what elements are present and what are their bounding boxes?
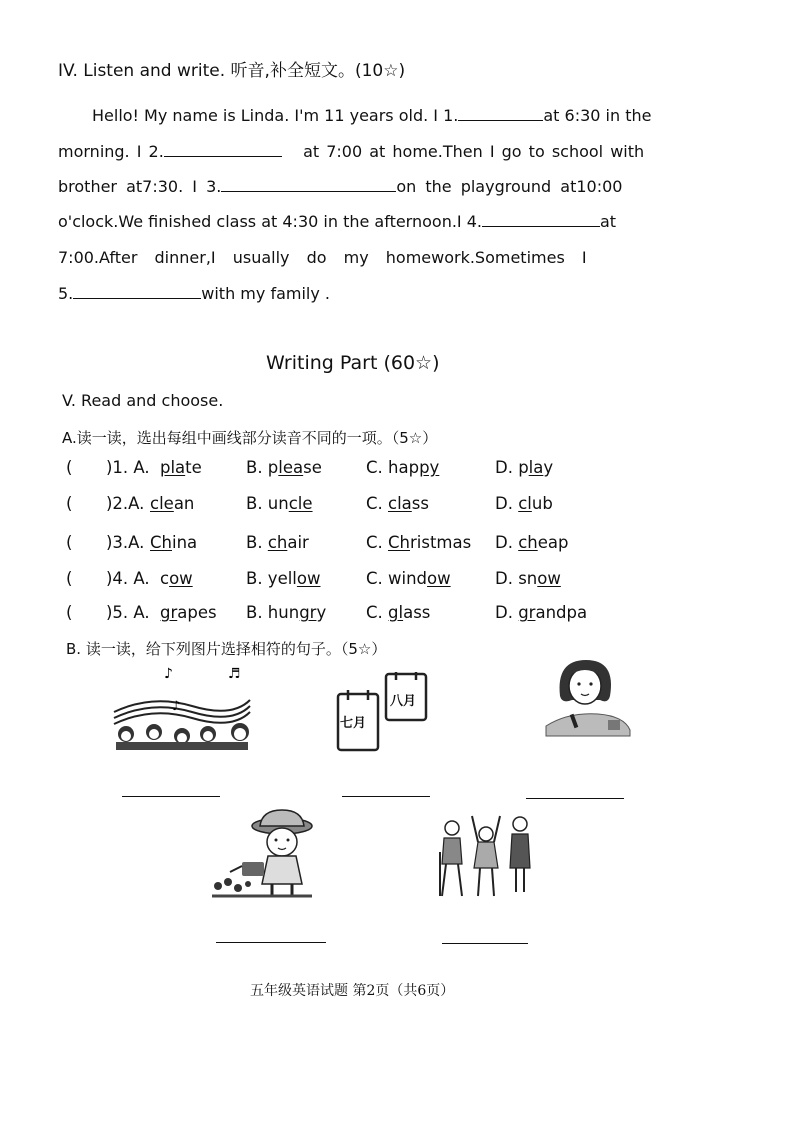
option-c	[366, 533, 471, 552]
option-b	[246, 569, 321, 588]
question-number: )1. A.	[106, 458, 150, 477]
option-text: C. hap	[366, 458, 420, 477]
passage-text: morning. I 2.	[58, 142, 164, 161]
underlined-letters: cl	[518, 494, 532, 513]
picture-answer-line-4[interactable]	[216, 942, 326, 943]
question-number: )5. A.	[106, 603, 150, 622]
underlined-letters: gr	[160, 603, 178, 622]
underlined-letters: lea	[278, 458, 304, 477]
option-b	[246, 533, 309, 552]
underlined-letters: cla	[388, 494, 412, 513]
picture-answer-line-5[interactable]	[442, 943, 528, 944]
option-text: B. hun	[246, 603, 300, 622]
passage-line-6	[58, 284, 330, 303]
option-c	[366, 603, 430, 622]
passage-text: with my family .	[201, 284, 330, 303]
option-text: D. sn	[495, 569, 538, 588]
passage-text: at 7:00 at home.Then I go to school with	[303, 142, 645, 161]
picture-answer-line-1[interactable]	[122, 796, 220, 797]
passage-line-2	[58, 142, 644, 161]
underlined-letters: ow	[427, 569, 451, 588]
passage-text: 5.	[58, 284, 74, 303]
option-a	[160, 569, 193, 588]
option-text: D.	[495, 533, 519, 552]
picture-answer-line-3[interactable]	[526, 798, 624, 799]
option-text: y	[316, 603, 327, 622]
option-text: B. yell	[246, 569, 297, 588]
option-a	[150, 533, 197, 552]
underlined-letters: la	[528, 458, 544, 477]
answer-paren-3[interactable]: (	[66, 533, 73, 552]
underlined-letters: gr	[518, 603, 536, 622]
option-text: te	[185, 458, 202, 477]
question-number: )4. A.	[106, 569, 150, 588]
option-d	[495, 569, 561, 588]
option-text: C.	[366, 603, 389, 622]
question-number: )2.A.	[106, 494, 145, 513]
passage-text: on the playground at10:00	[396, 177, 623, 196]
question-number: )3.A.	[106, 533, 145, 552]
answer-blank-5[interactable]	[73, 284, 201, 299]
underlined-letters: py	[419, 458, 440, 477]
svg-text:♪: ♪	[172, 699, 181, 714]
passage-line-4	[58, 212, 616, 231]
option-text: air	[287, 533, 309, 552]
singing-children-picture	[112, 664, 252, 754]
option-text: ass	[403, 603, 431, 622]
answer-paren-5[interactable]: (	[66, 603, 73, 622]
writing-part-title: Writing Part (60☆)	[266, 352, 440, 374]
option-text: D.	[495, 603, 519, 622]
answer-paren-1[interactable]: (	[66, 458, 73, 477]
option-text: ub	[531, 494, 553, 513]
option-text: an	[173, 494, 195, 513]
option-text: ina	[171, 533, 198, 552]
answer-blank-2[interactable]	[164, 142, 282, 157]
underlined-letters: ch	[518, 533, 538, 552]
underlined-letters: pla	[160, 458, 186, 477]
answer-blank-3[interactable]	[221, 177, 396, 192]
calendar-july-label: 七月	[340, 716, 367, 731]
girl-writing-picture	[538, 656, 638, 746]
passage-line-1	[92, 106, 651, 125]
option-a	[160, 458, 202, 477]
picture-answer-line-2[interactable]	[342, 796, 430, 797]
option-text: B.	[246, 533, 268, 552]
answer-paren-2[interactable]: (	[66, 494, 73, 513]
passage-text: at	[600, 212, 617, 231]
option-d	[495, 533, 568, 552]
option-a	[160, 603, 217, 622]
option-text: se	[303, 458, 322, 477]
passage-text: Hello! My name is Linda. I'm 11 years old. I 1.	[92, 106, 459, 125]
option-d	[495, 458, 553, 477]
option-text: andpa	[535, 603, 588, 622]
option-c	[366, 458, 439, 477]
svg-text:♬: ♬	[228, 666, 241, 682]
page-footer: 五年级英语试题 第2页（共6页）	[250, 983, 455, 999]
underlined-letters: ow	[537, 569, 561, 588]
option-text: C. wind	[366, 569, 428, 588]
option-b	[246, 603, 326, 622]
option-text: B. p	[246, 458, 279, 477]
answer-paren-4[interactable]: (	[66, 569, 73, 588]
option-text: ristmas	[410, 533, 472, 552]
answer-blank-1[interactable]	[458, 106, 543, 121]
underlined-letters: cle	[288, 494, 313, 513]
option-text: eap	[537, 533, 569, 552]
svg-text:♪: ♪	[164, 666, 173, 682]
part-a-heading: A.读一读，选出每组中画线部分读音不同的一项。（5☆）	[62, 429, 438, 447]
option-b	[246, 494, 313, 513]
passage-line-3	[58, 177, 622, 196]
passage-text: o'clock.We finished class at 4:30 in the afternoon.I 4.	[58, 212, 482, 231]
option-text: ss	[411, 494, 429, 513]
underlined-letters: ch	[267, 533, 288, 552]
option-d	[495, 603, 587, 622]
underlined-letters: cle	[150, 494, 174, 513]
underlined-letters: gr	[299, 603, 317, 622]
option-c	[366, 569, 451, 588]
part-b-heading: B. 读一读，给下列图片选择相符的句子。（5☆）	[66, 640, 387, 658]
answer-blank-4[interactable]	[482, 212, 600, 227]
option-text: apes	[177, 603, 217, 622]
section-5-heading: V. Read and choose.	[62, 391, 224, 410]
option-text: D. p	[495, 458, 529, 477]
people-dancing-picture	[436, 812, 536, 904]
option-text: y	[543, 458, 554, 477]
underlined-letters: gl	[388, 603, 404, 622]
underlined-letters: Ch	[388, 533, 410, 552]
option-text: D.	[495, 494, 519, 513]
section-4-heading: IV. Listen and write. 听音,补全短文。(10☆)	[58, 61, 406, 81]
underlined-letters: ow	[169, 569, 193, 588]
girl-watering-picture	[212, 810, 322, 902]
option-text: C.	[366, 494, 389, 513]
passage-text: brother at7:30. I 3.	[58, 177, 222, 196]
passage-line-5: 7:00.After dinner,I usually do my homework.Sometimes I	[58, 248, 587, 267]
option-text: B. un	[246, 494, 289, 513]
option-a	[150, 494, 194, 513]
underlined-letters: Ch	[150, 533, 172, 552]
option-c	[366, 494, 429, 513]
option-text: C.	[366, 533, 389, 552]
underlined-letters: ow	[296, 569, 321, 588]
option-b	[246, 458, 322, 477]
option-text: c	[160, 569, 170, 588]
calendar-august-label: 八月	[390, 694, 417, 709]
option-d	[495, 494, 553, 513]
passage-text: at 6:30 in the	[543, 106, 652, 125]
